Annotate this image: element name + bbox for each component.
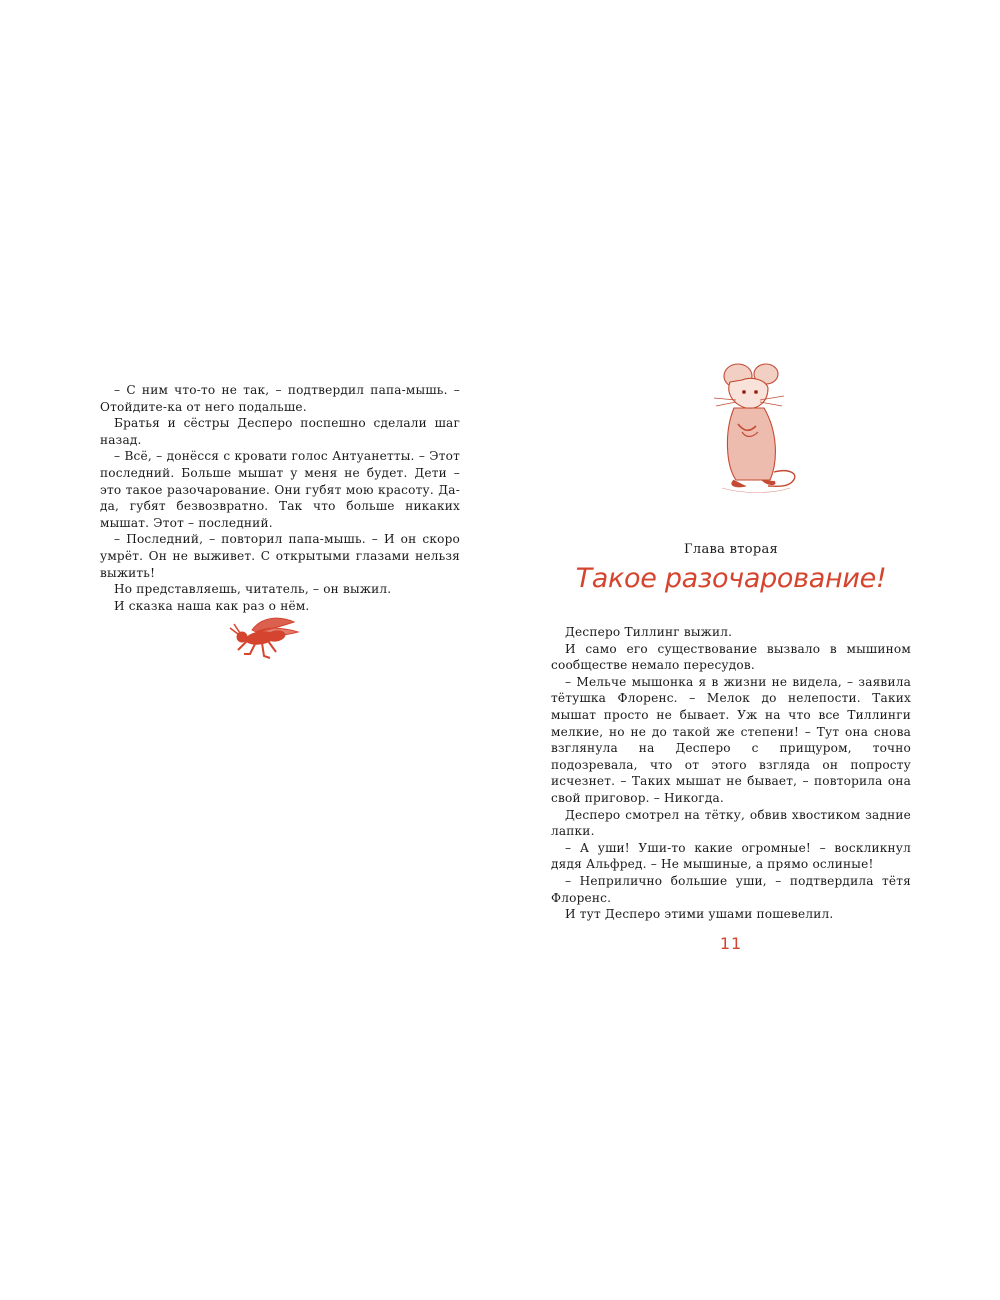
page-number: 11 xyxy=(719,934,743,953)
paragraph: И само его существование вызвало в мышином сообществе немало пересудов. xyxy=(551,641,911,673)
paragraph: – С ним что-то не так, – подтвердил папа-мышь. – Отойдите-ка от него подальше. xyxy=(100,383,460,414)
right-page-text xyxy=(551,624,911,923)
paragraph: – Неприлично большие уши, – подтвердила тётя Флоренс. xyxy=(551,873,911,905)
mouse-illustration-icon xyxy=(692,362,804,500)
paragraph: – А уши! Уши-то какие огромные! – воскликнул дядя Альфред. – Не мышиные, а прямо ослиные! xyxy=(551,840,911,872)
chapter-title: Такое разочарование! xyxy=(575,563,887,594)
paragraph: Братья и сёстры Десперо поспешно сделали шаг назад. xyxy=(100,416,460,447)
paragraph: – Последний, – повторил папа-мышь. – И он скоро умрёт. Он не выживет. С открытыми глазами нельзя выжить! xyxy=(100,532,460,580)
paragraph: И тут Десперо этими ушами пошевелил. xyxy=(565,907,834,922)
paragraph: Десперо смотрел на тётку, обвив хвостиком задние лапки. xyxy=(551,807,911,839)
left-page-text xyxy=(100,382,460,614)
paragraph: И сказка наша как раз о нём. xyxy=(114,598,310,613)
paragraph: Десперо Тиллинг выжил. xyxy=(565,625,733,639)
paragraph: Но представляешь, читатель, – он выжил. xyxy=(114,582,392,597)
fly-illustration-icon xyxy=(222,610,302,662)
paragraph: – Мельче мышонка я в жизни не видела, – заявила тётушка Флоренс. – Мелок до нелепости. Таких мышат просто не бывает. Уж на что все Тиллинги мелкие, но не до такой же степени! – Тут она снова взглянула на Десперо с прищуром, точно подозревала, что от этого взгляда он попросту исчезнет. – Таких мышат не бывает, – повторила она свой приговор. – Никогда. xyxy=(551,674,911,805)
paragraph: – Всё, – донёсся с кровати голос Антуанетты. – Этот последний. Больше мышат у меня не будет. Дети – это такое разочарование. Они губят мою красоту. Да-да, губят безвозвратно. Так что больше никаких мышат. Этот – последний. xyxy=(100,449,460,530)
chapter-label: Глава вторая xyxy=(683,542,779,557)
